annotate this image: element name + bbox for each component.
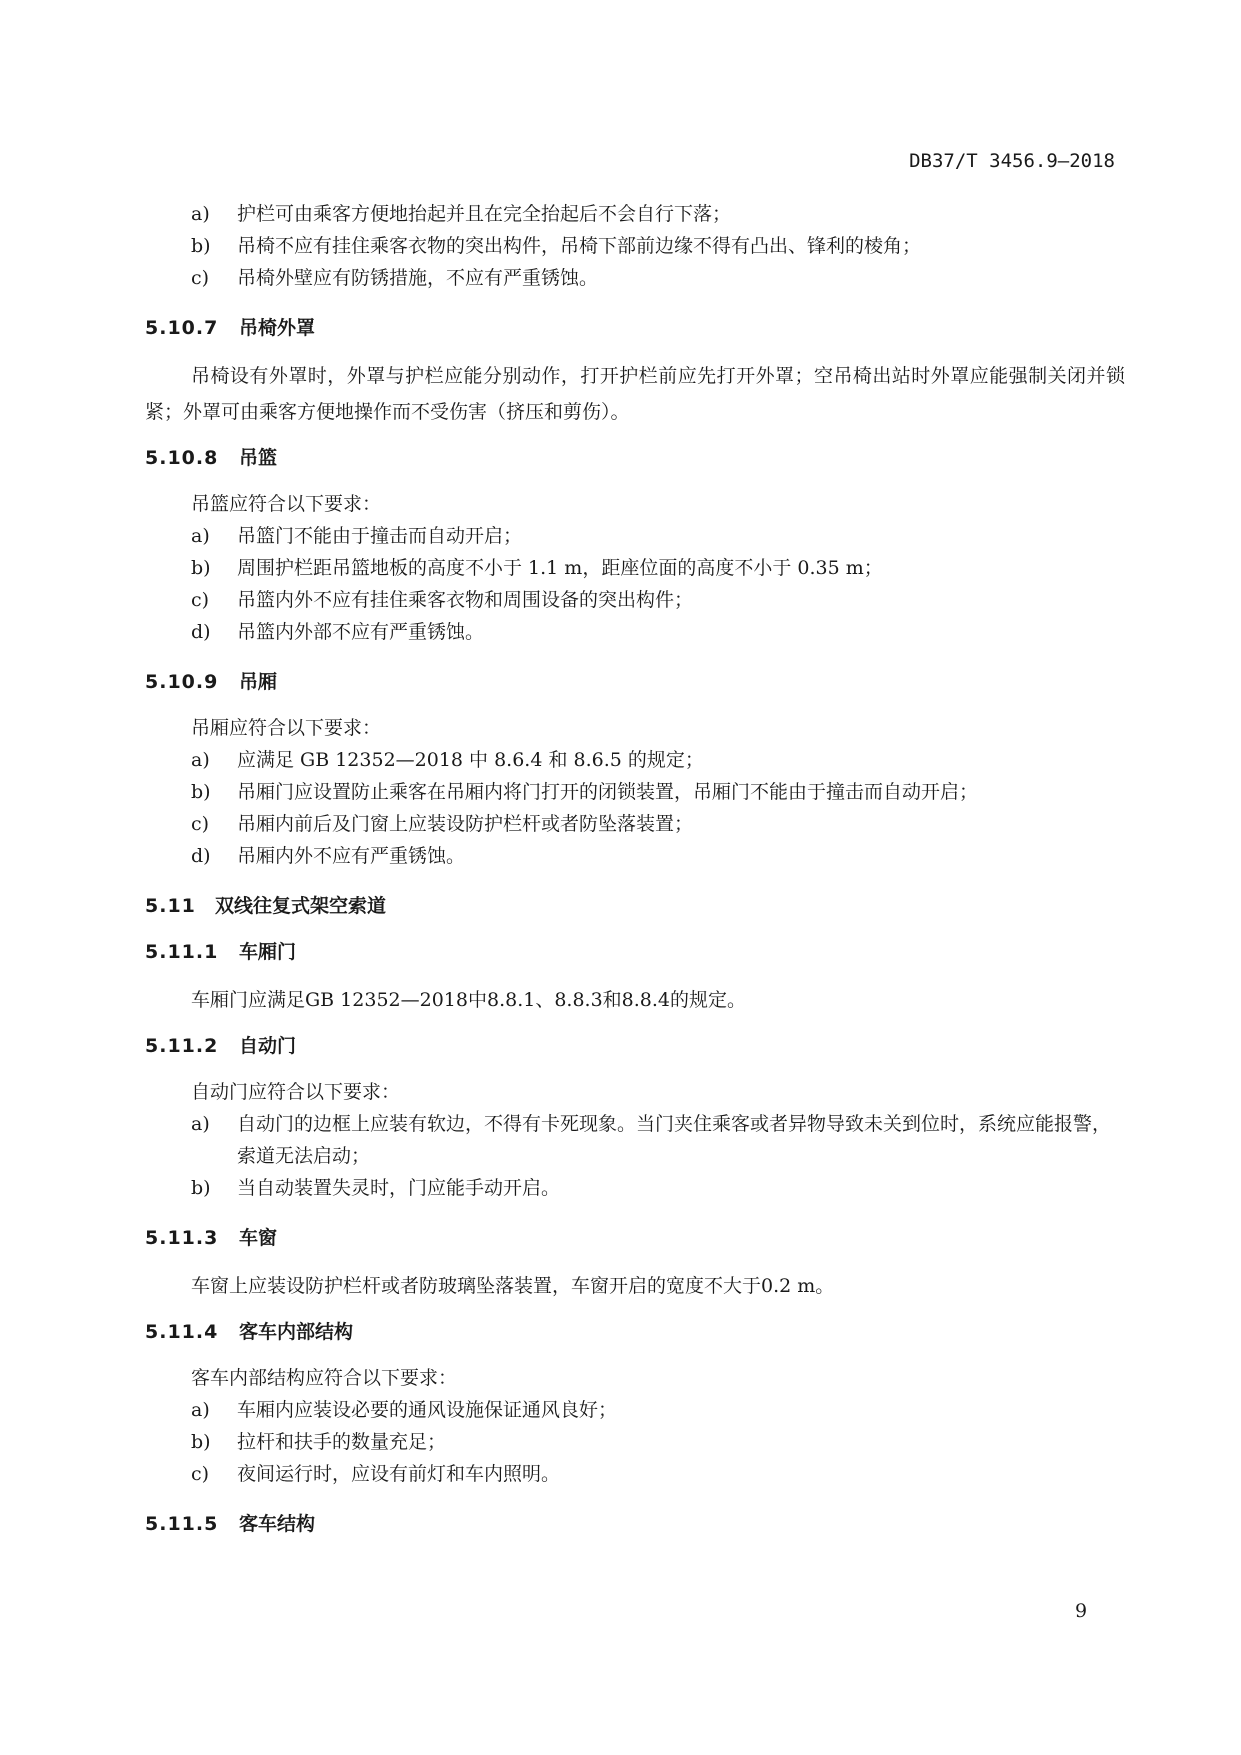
list-item [145,808,1125,840]
list-item [145,198,1125,230]
list-text: 吊椅不应有挂住乘客衣物的突出构件，吊椅下部前边缘不得有凸出、锋利的棱角； [237,235,922,257]
list-intro: 吊篮应符合以下要求： [191,493,382,515]
list-label: c) [191,589,210,611]
document-code-header: DB37/T 3456.9—2018 [909,150,1115,172]
list-text: 吊厢内外不应有严重锈蚀。 [237,845,466,867]
list-item [145,1172,1125,1204]
section-number: 5.11.2 [145,1035,219,1057]
paragraph: 车厢门应满足GB 12352—2018中8.8.1、8.8.3和8.8.4的规定。 [191,989,747,1011]
section-heading-5-11-5 [145,1508,1125,1540]
section-title: 吊厢 [239,671,278,693]
list-item [145,1426,1125,1458]
section-number: 5.11.5 [145,1513,219,1535]
section-heading-5-11-3 [145,1222,1125,1254]
section-heading-5-11-4 [145,1316,1125,1348]
list-intro: 吊厢应符合以下要求： [191,717,382,739]
section-number: 5.11.1 [145,941,219,963]
section-title: 客车结构 [239,1513,316,1535]
list-item [145,262,1125,294]
list-label: c) [191,1463,210,1485]
list-text: 吊椅外壁应有防锈措施，不应有严重锈蚀。 [237,267,599,289]
list-text: 吊篮内外不应有挂住乘客衣物和周围设备的突出构件； [237,589,694,611]
paragraph: 车窗上应装设防护栏杆或者防玻璃坠落装置，车窗开启的宽度不大于0.2 m。 [191,1275,835,1297]
section-number: 5.11.3 [145,1227,219,1249]
list-item [145,230,1125,262]
list-text: 周围护栏距吊篮地板的高度不小于 1.1 m，距座位面的高度不小于 0.35 m； [237,557,883,579]
section-heading-5-10-8 [145,442,1125,474]
list-label: b) [191,1431,211,1453]
list-text: 吊厢内前后及门窗上应装设防护栏杆或者防坠落装置； [237,813,694,835]
section-title: 车厢门 [239,941,297,963]
section-title: 吊椅外罩 [239,317,316,339]
section-number: 5.10.9 [145,671,219,693]
list-label: b) [191,781,211,803]
list-text: 护栏可由乘客方便地抬起并且在完全抬起后不会自行下落； [237,203,732,225]
list-label: b) [191,235,211,257]
section-number: 5.11.4 [145,1321,219,1343]
list-item [145,1394,1125,1426]
section-title: 车窗 [239,1227,278,1249]
list-intro: 自动门应符合以下要求： [191,1081,401,1103]
section-title: 自动门 [239,1035,297,1057]
document-body [145,198,1125,1554]
list-item [145,552,1125,584]
section-number: 5.10.8 [145,447,219,469]
list-item [145,584,1125,616]
section-number: 5.11 [145,895,196,917]
list-item [145,840,1125,872]
section-title: 吊篮 [239,447,278,469]
list-item [145,1108,1125,1172]
section-title: 双线往复式架空索道 [215,895,387,917]
list-intro: 客车内部结构应符合以下要求： [191,1367,458,1389]
list-text: 吊篮内外部不应有严重锈蚀。 [237,621,485,643]
list-label: a) [191,203,210,225]
list-label: a) [191,749,210,771]
section-title: 客车内部结构 [239,1321,354,1343]
list-item [145,776,1125,808]
list-label: c) [191,267,210,289]
list-text: 吊厢门应设置防止乘客在吊厢内将门打开的闭锁装置，吊厢门不能由于撞击而自动开启； [237,781,979,803]
list-label: b) [191,1177,211,1199]
list-text: 吊篮门不能由于撞击而自动开启； [237,525,523,547]
list-text: 拉杆和扶手的数量充足； [237,1431,447,1453]
list-item [145,520,1125,552]
list-label: a) [191,1113,210,1135]
section-heading-5-10-9 [145,666,1125,698]
list-item [145,616,1125,648]
section-number: 5.10.7 [145,317,219,339]
list-text: 当自动装置失灵时，门应能手动开启。 [237,1177,561,1199]
section-heading-5-11-1 [145,936,1125,968]
list-item [145,1458,1125,1490]
list-item [145,744,1125,776]
section-heading-5-11-2 [145,1030,1125,1062]
list-label: d) [191,621,211,643]
list-label: a) [191,525,210,547]
section-heading-5-10-7 [145,312,1125,344]
list-text: 夜间运行时，应设有前灯和车内照明。 [237,1463,561,1485]
list-label: d) [191,845,211,867]
list-label: b) [191,557,211,579]
list-label: a) [191,1399,210,1421]
list-text: 应满足 GB 12352—2018 中 8.6.4 和 8.6.5 的规定； [237,749,704,771]
page-number: 9 [1075,1600,1088,1622]
list-label: c) [191,813,210,835]
paragraph: 吊椅设有外罩时，外罩与护栏应能分别动作，打开护栏前应先打开外罩；空吊椅出站时外罩应能强制关闭并锁紧；外罩可由乘客方便地操作而不受伤害（挤压和剪伤）。 [145,365,1125,423]
list-text: 车厢内应装设必要的通风设施保证通风良好； [237,1399,618,1421]
list-text: 自动门的边框上应装有软边，不得有卡死现象。当门夹住乘客或者异物导致未关到位时，系统应能报警，索道无法启动； [237,1113,1112,1167]
section-heading-5-11 [145,890,1125,922]
